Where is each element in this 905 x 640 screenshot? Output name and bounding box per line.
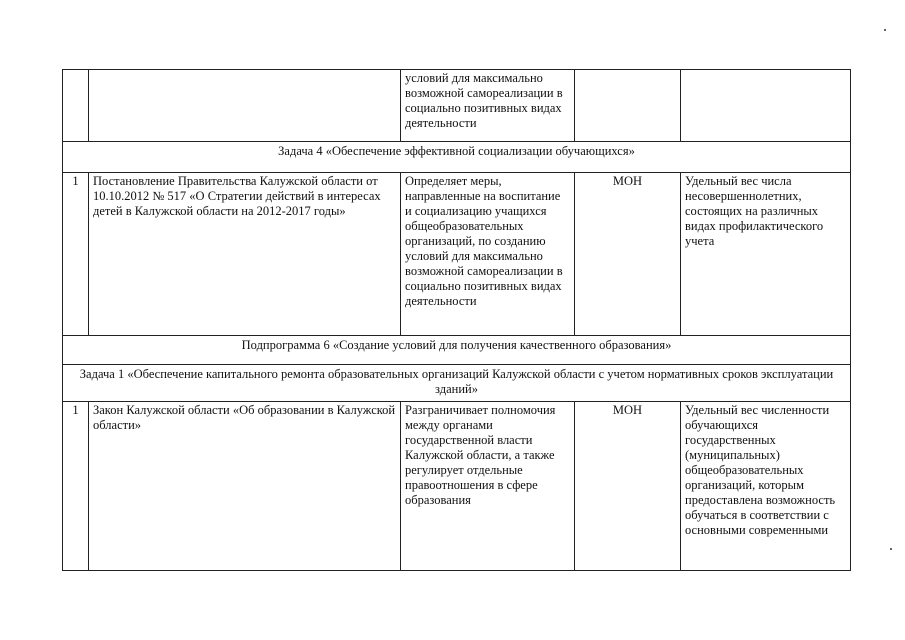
section-header-row — [63, 142, 851, 173]
scan-speck — [890, 548, 892, 550]
table-row — [63, 402, 851, 571]
measures-table — [62, 69, 851, 571]
row-number: 1 — [63, 402, 89, 571]
scan-speck — [884, 29, 886, 31]
indicator-cell: Удельный вес числа несовершеннолетних, состоящих на различных видах профилактического учета — [681, 173, 851, 336]
document-sheet — [62, 69, 850, 571]
measure-description-cell: Разграничивает полномочия между органами государственной власти Калужской области, а также регулирует отдельные правоотношения в сфере образования — [401, 402, 575, 571]
table-row — [63, 173, 851, 336]
measure-description-cell: условий для максимально возможной самореализации в социально позитивных видах деятельности — [401, 70, 575, 142]
responsible-org-cell — [575, 70, 681, 142]
regulatory-act-cell — [89, 70, 401, 142]
responsible-org-cell: МОН — [575, 173, 681, 336]
regulatory-act-cell: Постановление Правительства Калужской области от 10.10.2012 № 517 «О Стратегии действий в интересах детей в Калужской области на 2012-2017 годы» — [89, 173, 401, 336]
task4-header: Задача 4 «Обеспечение эффективной социализации обучающихся» — [63, 142, 851, 173]
task1-header: Задача 1 «Обеспечение капитального ремонта образовательных организаций Калужской области с учетом нормативных сроков эксплуатации зданий» — [63, 365, 851, 402]
responsible-org-cell: МОН — [575, 402, 681, 571]
subprogram6-header: Подпрограмма 6 «Создание условий для получения качественного образования» — [63, 336, 851, 365]
indicator-cell: Удельный вес численности обучающихся государственных (муниципальных) общеобразовательных организаций, которым предоставлена возможность обучаться в соответствии с основными современными — [681, 402, 851, 571]
measure-description-cell: Определяет меры, направленные на воспитание и социализацию учащихся общеобразовательных организаций, по созданию условий для максимально возможной самореализации в социально позитивных видах деятельности — [401, 173, 575, 336]
section-header-row — [63, 336, 851, 365]
table-row — [63, 70, 851, 142]
row-number: 1 — [63, 173, 89, 336]
section-header-row — [63, 365, 851, 402]
indicator-cell — [681, 70, 851, 142]
row-number — [63, 70, 89, 142]
regulatory-act-cell: Закон Калужской области «Об образовании в Калужской области» — [89, 402, 401, 571]
